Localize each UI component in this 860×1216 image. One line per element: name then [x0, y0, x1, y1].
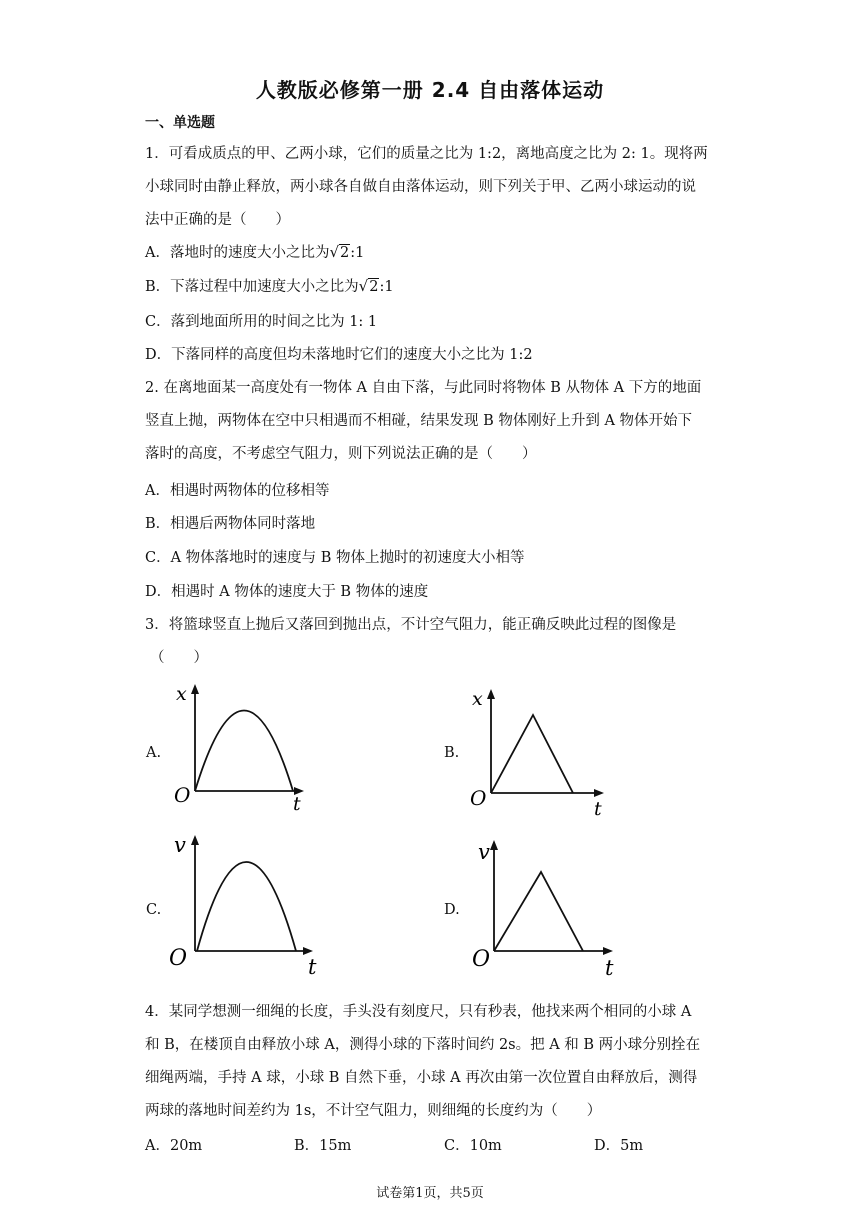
origin-label: O [470, 786, 487, 810]
q2-option-c: C．A 物体落地时的速度与 B 物体上抛时的初速度大小相等 [145, 550, 525, 566]
q2-option-a: A．相遇时两物体的位移相等 [145, 483, 330, 499]
q1-option-d: D．下落同样的高度但均未落地时它们的速度大小之比为 1:2 [145, 347, 533, 363]
graph-c-label: C. [146, 902, 162, 918]
sqrt-radicand: 2 [340, 245, 350, 261]
q2-line: 落时的高度，不考虑空气阻力，则下列说法正确的是（ ） [145, 446, 537, 462]
x-axis-name: t [308, 955, 317, 979]
y-axis-name: x [472, 688, 483, 710]
origin-label: O [174, 783, 191, 807]
sqrt-symbol: √2 [329, 243, 350, 261]
y-axis-arrow [487, 689, 495, 699]
y-axis-arrow [191, 684, 199, 694]
q4-line: 和 B，在楼顶自由释放小球 A，测得小球的下落时间约 2s。把 A 和 B 两小球分别拴在 [145, 1037, 701, 1053]
ratio-tail: :1 [379, 279, 394, 295]
q2-option-d: D．相遇时 A 物体的速度大于 B 物体的速度 [145, 584, 429, 600]
y-axis-name: x [176, 683, 187, 705]
ratio-tail: :1 [350, 245, 365, 261]
q3-line: （ ） [150, 650, 208, 666]
graph-d-label: D. [444, 902, 460, 918]
x-axis-arrow [594, 789, 604, 797]
q1-line: 法中正确的是（ ） [145, 212, 290, 228]
curve [197, 862, 296, 951]
x-axis-arrow [303, 947, 313, 955]
y-axis-arrow [191, 835, 199, 845]
q4-option-d: D．5m [594, 1138, 644, 1154]
sqrt-radicand: 2 [369, 279, 379, 295]
q4-line: 细绳两端，手持 A 球，小球 B 自然下垂，小球 A 再次由第一次位置自由释放后，测得 [145, 1070, 698, 1086]
y-axis-name: v [174, 833, 186, 857]
origin-label: O [472, 947, 491, 972]
y-axis-arrow [490, 840, 498, 850]
q1-option-b-text: B．下落过程中加速度大小之比为 [145, 279, 359, 295]
q1-option-a-text: A．落地时的速度大小之比为 [145, 245, 330, 261]
section-heading: 一、单选题 [145, 115, 215, 131]
origin-label: O [169, 946, 188, 971]
triangle-curve [491, 715, 573, 793]
y-axis-name: v [478, 840, 490, 864]
x-axis-name: t [605, 956, 614, 980]
q4-line: 4．某同学想测一细绳的长度，手头没有刻度尺，只有秒表，他找来两个相同的小球 A [145, 1004, 692, 1020]
q2-line: 竖直上抛，两物体在空中只相遇而不相碰，结果发现 B 物体刚好上升到 A 物体开始下 [145, 413, 693, 429]
graph-a [168, 680, 318, 815]
q2-line: 2. 在离地面某一高度处有一物体 A 自由下落，与此同时将物体 B 从物体 A 下方的地面 [145, 380, 702, 396]
triangle-curve [494, 872, 583, 951]
q3-line: 3．将篮球竖直上抛后又落回到抛出点，不计空气阻力，能正确反映此过程的图像是 [145, 617, 677, 633]
sqrt-symbol: √2 [358, 277, 379, 295]
graph-c [166, 830, 326, 980]
q1-line: 小球同时由静止释放，两小球各自做自由落体运动，则下列关于甲、乙两小球运动的说 [145, 179, 696, 195]
page-title: 人教版必修第一册 2.4 自由落体运动 [255, 78, 605, 102]
curve [195, 711, 293, 792]
x-axis-name: t [594, 798, 602, 820]
graph-d [470, 835, 625, 980]
q4-option-c: C．10m [444, 1138, 502, 1154]
graph-b-label: B. [444, 745, 460, 761]
q4-option-b: B．15m [294, 1138, 352, 1154]
q1-option-a [145, 241, 364, 262]
q4-line: 两球的落地时间差约为 1s，不计空气阻力，则细绳的长度约为（ ） [145, 1103, 602, 1119]
graph-b [466, 685, 616, 820]
x-axis-name: t [293, 793, 301, 815]
q1-option-c: C．落到地面所用的时间之比为 1: 1 [145, 314, 378, 330]
q4-option-a: A．20m [145, 1138, 203, 1154]
graph-a-label: A. [146, 745, 162, 761]
x-axis-arrow [603, 947, 613, 955]
q2-option-b: B．相遇后两物体同时落地 [145, 516, 316, 532]
page-footer: 试卷第1页，共5页 [376, 1186, 484, 1201]
q1-line: 1．可看成质点的甲、乙两小球，它们的质量之比为 1:2，离地高度之比为 2: 1。现将两 [145, 146, 708, 162]
q1-option-b [145, 275, 394, 296]
